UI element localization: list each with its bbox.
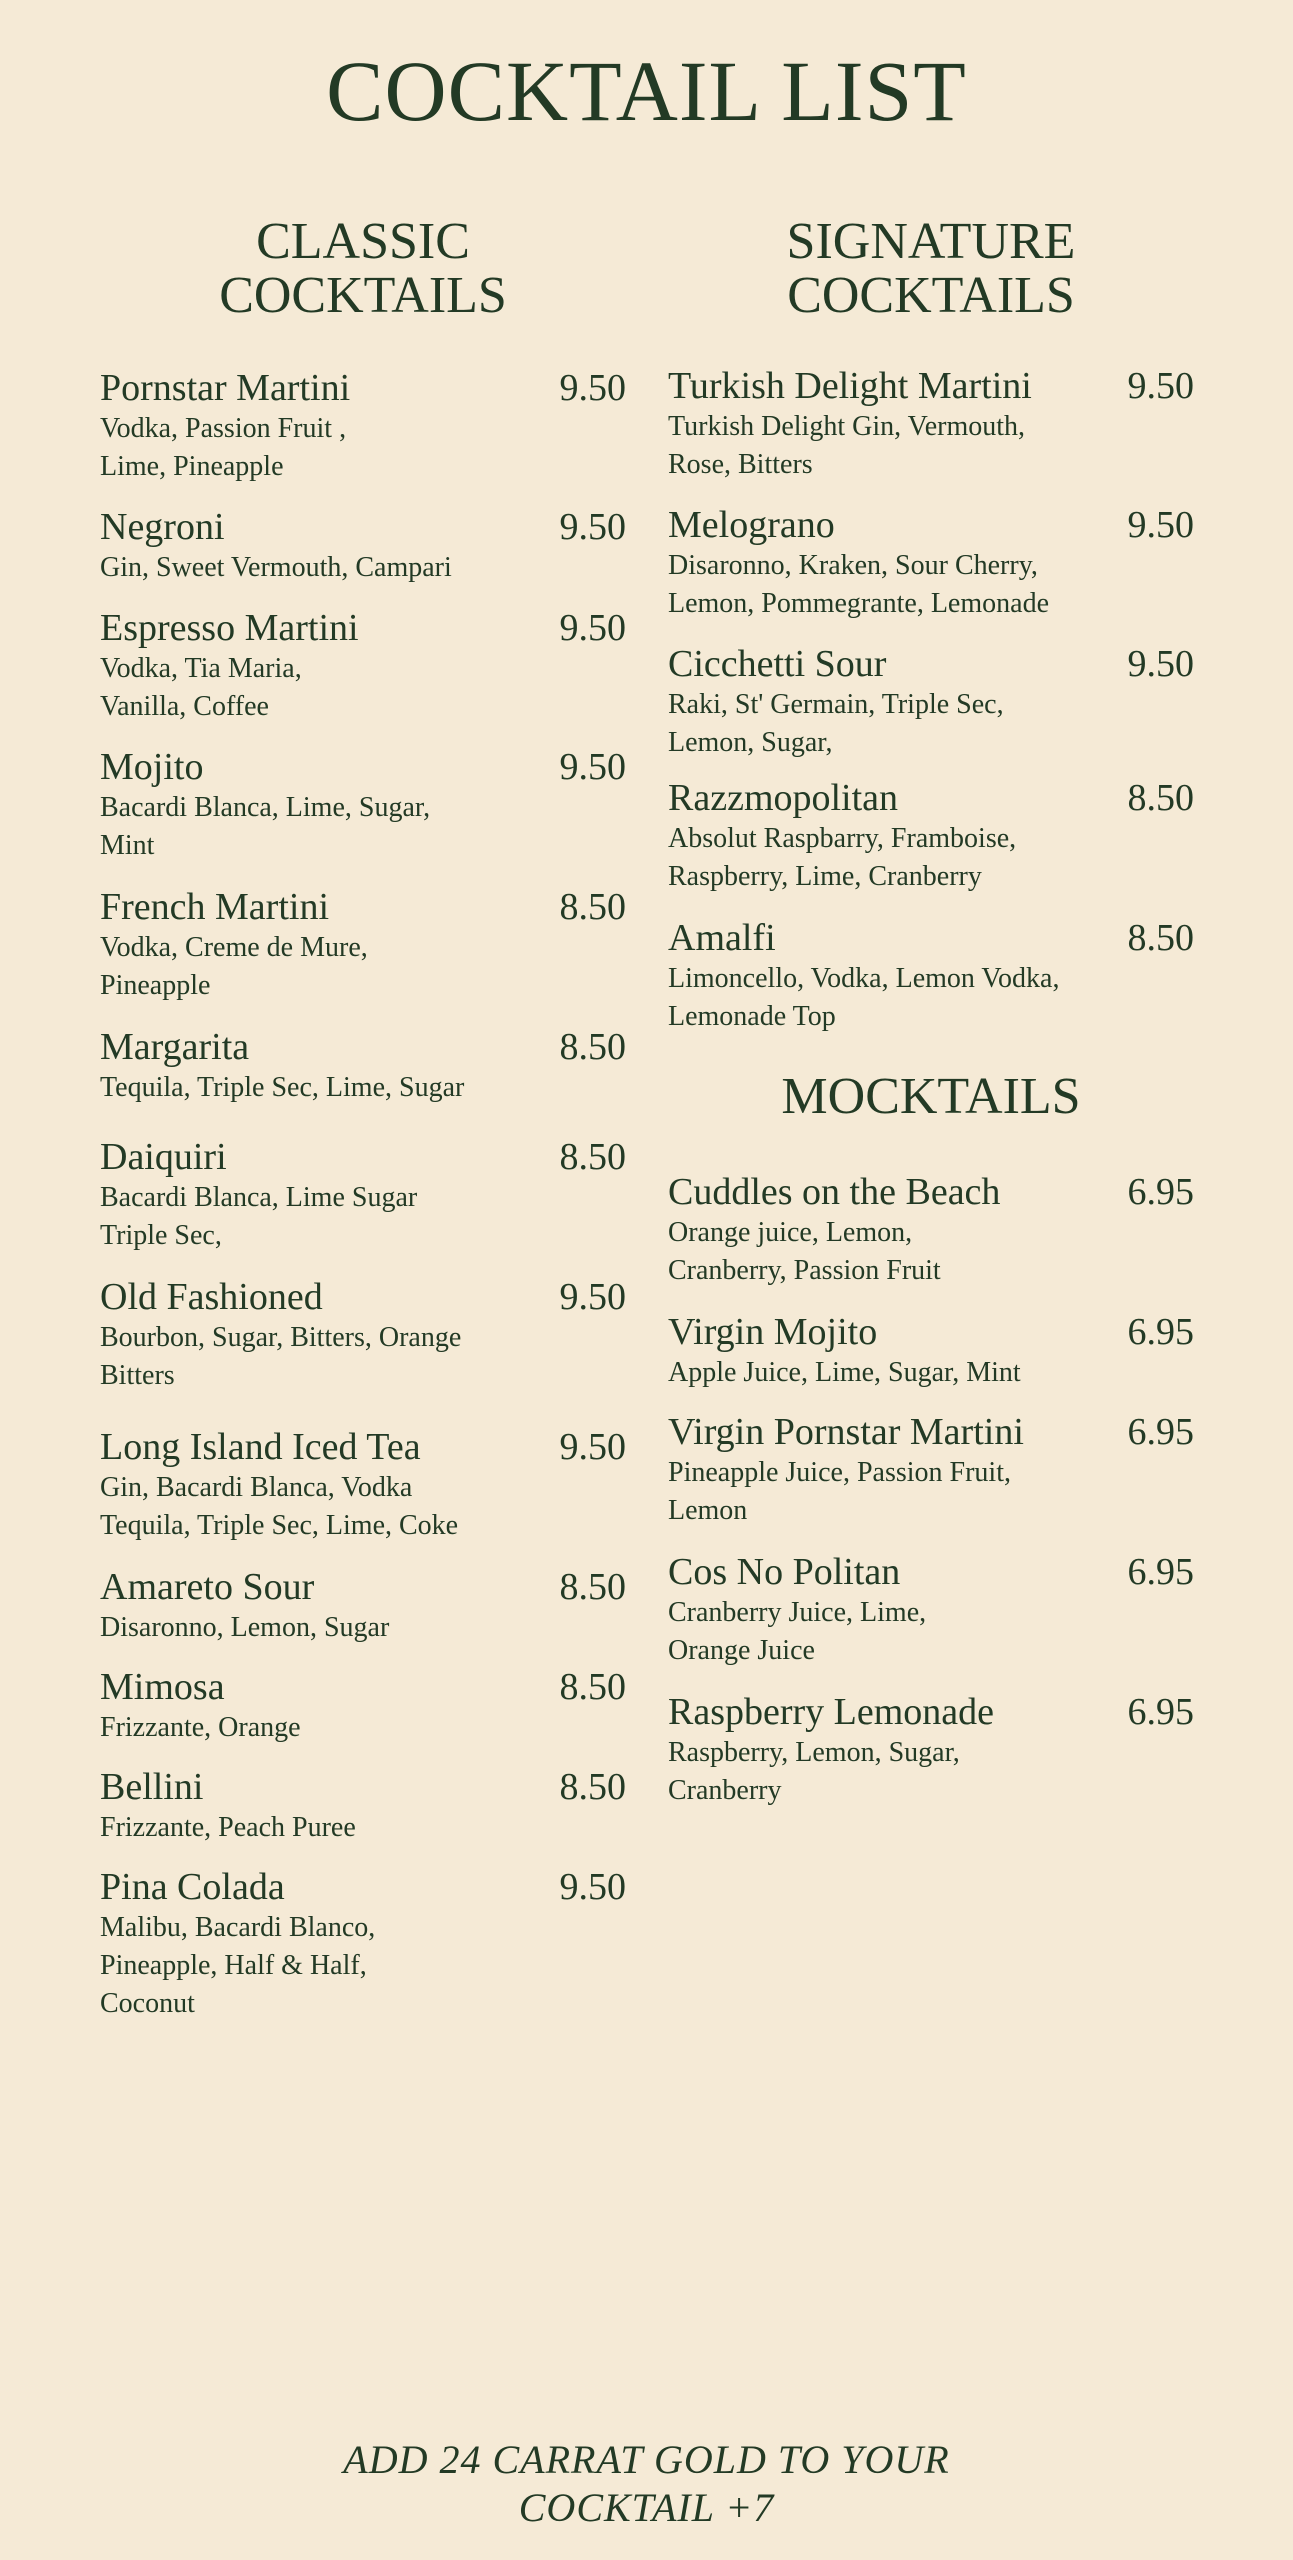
item-price: 6.95	[1127, 1411, 1194, 1453]
item-description: Disaronno, Kraken, Sour Cherry, Lemon, Pommegrante, Lemonade	[668, 550, 1049, 619]
menu-item	[668, 1310, 1194, 1392]
menu-item	[100, 1025, 626, 1107]
item-price: 6.95	[1127, 1551, 1194, 1593]
signature-section-title: SIGNATURE COCKTAILS	[786, 213, 1076, 324]
menu-item	[100, 366, 626, 486]
item-price: 6.95	[1127, 1171, 1194, 1213]
menu-item	[100, 885, 626, 1005]
menu-item	[668, 1550, 1194, 1670]
item-name: Amareto Sour	[100, 1566, 315, 1608]
item-description: Vodka, Passion Fruit , Lime, Pineapple	[100, 413, 347, 482]
item-description: Frizzante, Orange	[100, 1712, 301, 1743]
item-description: Vodka, Creme de Mure, Pineapple	[100, 932, 368, 1001]
gold-addon-note: ADD 24 CARRAT GOLD TO YOUR COCKTAIL +7	[343, 2437, 950, 2530]
item-description: Tequila, Triple Sec, Lime, Sugar	[100, 1072, 465, 1103]
item-name: Margarita	[100, 1026, 250, 1068]
item-name: Pina Colada	[100, 1866, 285, 1908]
item-price: 9.50	[559, 506, 626, 548]
item-name: Cuddles on the Beach	[668, 1171, 1001, 1213]
item-description: Raki, St' Germain, Triple Sec, Lemon, Sugar,	[668, 689, 1004, 758]
menu-item	[100, 1765, 626, 1847]
item-price: 9.50	[559, 1866, 626, 1908]
item-name: Turkish Delight Martini	[668, 365, 1032, 407]
item-price: 9.50	[559, 746, 626, 788]
page-title: COCKTAIL LIST	[326, 43, 967, 139]
item-description: Bacardi Blanca, Lime Sugar Triple Sec,	[100, 1182, 418, 1251]
item-description: Malibu, Bacardi Blanco, Pineapple, Half & Half, Coconut	[100, 1912, 376, 2019]
item-price: 8.50	[559, 1136, 626, 1178]
item-name: Mimosa	[100, 1666, 225, 1708]
item-description: Vodka, Tia Maria, Vanilla, Coffee	[100, 653, 302, 722]
item-name: Virgin Pornstar Martini	[668, 1411, 1024, 1453]
item-description: Gin, Sweet Vermouth, Campari	[100, 552, 452, 583]
item-price: 8.50	[559, 1766, 626, 1808]
item-name: Razzmopolitan	[668, 777, 899, 819]
item-name: Negroni	[100, 506, 225, 548]
item-price: 8.50	[559, 1026, 626, 1068]
menu-item	[668, 1410, 1194, 1530]
item-name: French Martini	[100, 886, 330, 928]
item-name: Old Fashioned	[100, 1276, 323, 1318]
mocktails-section-title: MOCKTAILS	[781, 1068, 1081, 1125]
item-name: Long Island Iced Tea	[100, 1426, 421, 1468]
menu-item	[668, 1170, 1194, 1290]
item-price: 8.50	[1127, 777, 1194, 819]
menu-item	[100, 1665, 626, 1747]
item-name: Mojito	[100, 746, 204, 788]
item-name: Bellini	[100, 1766, 204, 1808]
menu-item	[668, 503, 1194, 623]
item-description: Bourbon, Sugar, Bitters, Orange Bitters	[100, 1322, 462, 1391]
item-price: 9.50	[1127, 365, 1194, 407]
item-description: Raspberry, Lemon, Sugar, Cranberry	[668, 1737, 960, 1806]
item-price: 9.50	[559, 367, 626, 409]
item-description: Turkish Delight Gin, Vermouth, Rose, Bitters	[668, 411, 1026, 480]
menu-item	[668, 916, 1194, 1036]
menu-item	[100, 1865, 626, 2023]
item-name: Daiquiri	[100, 1136, 227, 1178]
item-description: Gin, Bacardi Blanca, Vodka Tequila, Triple Sec, Lime, Coke	[100, 1472, 459, 1541]
item-name: Raspberry Lemonade	[668, 1691, 995, 1733]
item-price: 9.50	[559, 1426, 626, 1468]
item-price: 9.50	[559, 607, 626, 649]
item-name: Cos No Politan	[668, 1551, 901, 1593]
item-description: Frizzante, Peach Puree	[100, 1812, 356, 1843]
item-description: Bacardi Blanca, Lime, Sugar, Mint	[100, 792, 431, 861]
item-name: Amalfi	[668, 917, 776, 959]
item-name: Cicchetti Sour	[668, 643, 887, 685]
item-price: 9.50	[1127, 643, 1194, 685]
item-price: 8.50	[1127, 917, 1194, 959]
menu-item	[100, 1135, 626, 1255]
item-description: Absolut Raspbarry, Framboise, Raspberry, Lime, Cranberry	[668, 823, 1017, 892]
item-description: Limoncello, Vodka, Lemon Vodka, Lemonade Top	[668, 963, 1060, 1032]
item-name: Espresso Martini	[100, 607, 359, 649]
item-price: 9.50	[559, 1276, 626, 1318]
item-name: Melograno	[668, 504, 835, 546]
item-description: Cranberry Juice, Lime, Orange Juice	[668, 1597, 927, 1666]
item-name: Virgin Mojito	[668, 1311, 878, 1353]
item-price: 8.50	[559, 1566, 626, 1608]
classic-section-title: CLASSIC COCKTAILS	[219, 213, 507, 324]
menu-item	[668, 1690, 1194, 1810]
menu-item	[100, 1275, 626, 1395]
item-description: Disaronno, Lemon, Sugar	[100, 1612, 390, 1643]
menu-item	[100, 1425, 626, 1545]
item-price: 9.50	[1127, 504, 1194, 546]
menu-item	[668, 364, 1194, 484]
item-price: 8.50	[559, 886, 626, 928]
menu-item	[100, 606, 626, 726]
item-description: Apple Juice, Lime, Sugar, Mint	[668, 1357, 1021, 1388]
item-price: 6.95	[1127, 1311, 1194, 1353]
item-description: Pineapple Juice, Passion Fruit, Lemon	[668, 1457, 1011, 1526]
item-description: Orange juice, Lemon, Cranberry, Passion Fruit	[668, 1217, 941, 1286]
menu-item	[668, 642, 1194, 762]
item-price: 6.95	[1127, 1691, 1194, 1733]
item-price: 8.50	[559, 1666, 626, 1708]
menu-item	[100, 505, 626, 587]
menu-item	[100, 745, 626, 865]
item-name: Pornstar Martini	[100, 367, 351, 409]
menu-item	[668, 776, 1194, 896]
menu-item	[100, 1565, 626, 1647]
